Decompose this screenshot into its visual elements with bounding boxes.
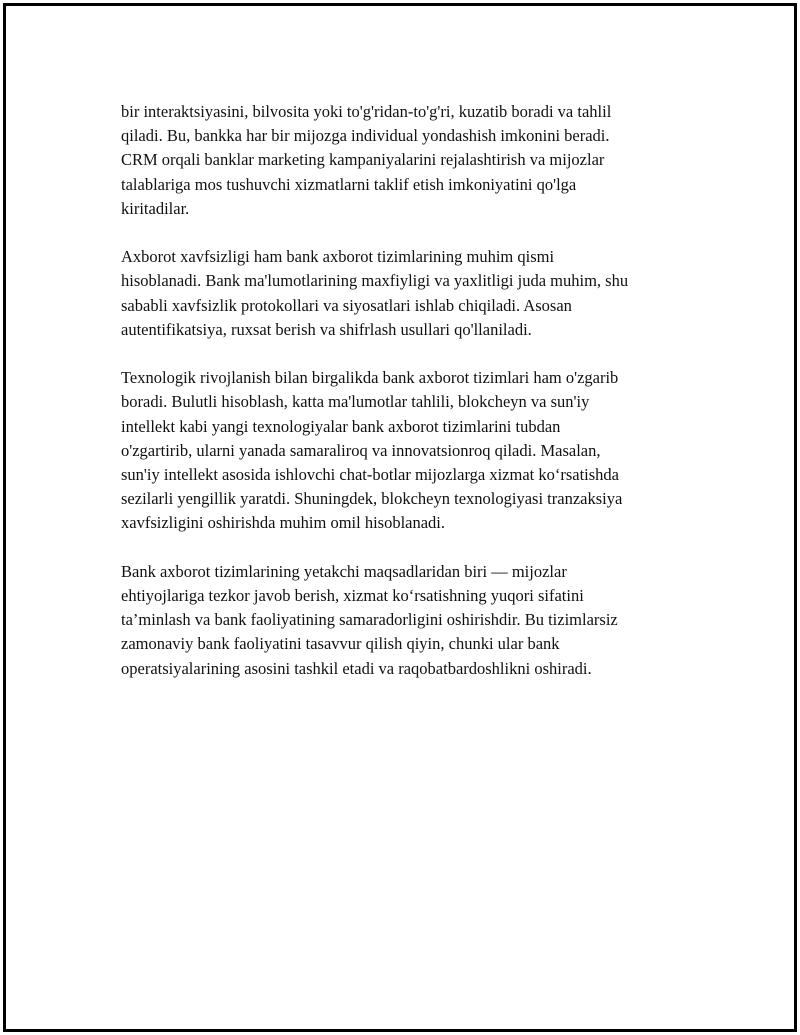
text-line: Axborot xavfsizligi ham bank axborot tizimlarining muhim qismi [121, 247, 555, 267]
text-line: bir interaktsiyasini, bilvosita yoki to'g'ridan-to'g'ri, kuzatib boradi va tahlil [121, 102, 612, 121]
text-line: zamonaviy bank faoliyatini tasavvur qilish qiyin, chunki ular bank [121, 634, 560, 654]
text-line: ta’minlash va bank faoliyatining samaradorligini oshirishdir. Bu tizimlarsiz [121, 610, 618, 630]
text-line: Texnologik rivojlanish bilan birgalikda bank axborot tizimlari ham o'zgarib [121, 368, 619, 388]
text-line: autentifikatsiya, ruxsat berish va shifrlash usullari qo'llaniladi. [121, 319, 532, 339]
text-line: kiritadilar. [121, 198, 190, 218]
text-line: sababli xavfsizlik protokollari va siyosatlari ishlab chiqiladi. Asosan [121, 295, 572, 315]
text-line: hisoblanadi. Bank ma'lumotlarining maxfiyligi va yaxlitligi juda muhim, shu [121, 271, 629, 291]
text-line: sun'iy intellekt asosida ishlovchi chat-botlar mijozlarga xizmat ko‘rsatishda [121, 465, 620, 485]
page-frame [3, 3, 797, 1032]
text-line: qiladi. Bu, bankka har bir mijozga individual yondashish imkonini beradi. [121, 126, 610, 146]
document-body [121, 100, 691, 705]
text-line: sezilarli yengillik yaratdi. Shuningdek, blokcheyn texnologiyasi tranzaksiya [121, 489, 623, 509]
text-line: talablariga mos tushuvchi xizmatlarni taklif etish imkoniyatini qo'lga [121, 174, 577, 194]
text-line: ehtiyojlariga tezkor javob berish, xizmat ko‘rsatishning yuqori sifatini [121, 586, 584, 606]
text-line: intellekt kabi yangi texnologiyalar bank axborot tizimlarini tubdan [121, 416, 561, 436]
paragraph-goals [121, 560, 691, 681]
paragraph-security [121, 245, 691, 342]
text-line: Bank axborot tizimlarining yetakchi maqsadlaridan biri — mijozlar [121, 561, 567, 581]
text-line: boradi. Bulutli hisoblash, katta ma'lumotlar tahlili, blokcheyn va sun'iy [121, 392, 590, 412]
paragraph-technology [121, 366, 691, 535]
text-line: operatsiyalarining asosini tashkil etadi va raqobatbardoshlikni oshiradi. [121, 658, 592, 678]
text-line: CRM orqali banklar marketing kampaniyalarini rejalashtirish va mijozlar [121, 150, 605, 170]
text-line: o'zgartirib, ularni yanada samaraliroq va innovatsionroq qiladi. Masalan, [121, 440, 601, 460]
paragraph-crm [121, 100, 691, 221]
text-line: xavfsizligini oshirishda muhim omil hisoblanadi. [121, 513, 446, 533]
